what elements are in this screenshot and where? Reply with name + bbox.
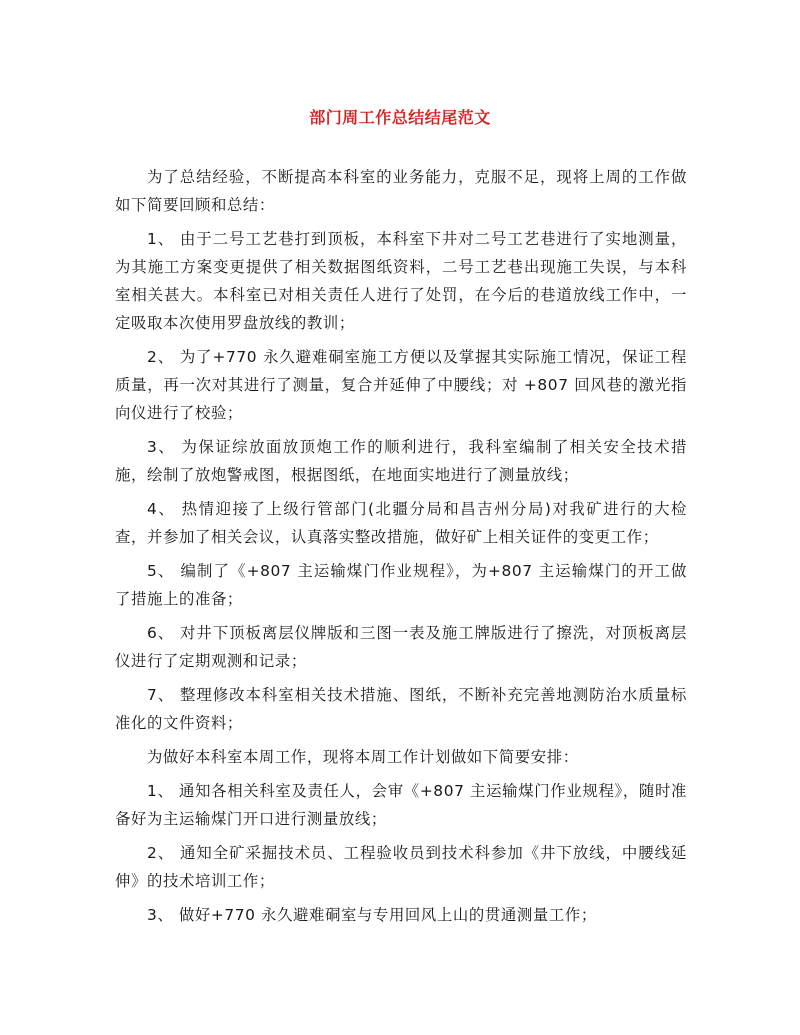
document-title: 部门周工作总结结尾范文: [309, 108, 491, 127]
paragraph-intro: 为了总结经验，不断提高本科室的业务能力，克服不足，现将上周的工作做如下简要回顾和总结：: [115, 168, 687, 214]
paragraph-item-7: 7、 整理修改本科室相关技术措施、图纸，不断补充完善地测防治水质量标准化的文件资料；: [115, 686, 687, 732]
paragraph-plan-2: 2、 通知全矿采掘技术员、工程验收员到技术科参加《井下放线，中腰线延伸》的技术培训工作；: [115, 844, 687, 890]
paragraph-item-6: 6、 对井下顶板离层仪牌版和三图一表及施工牌版进行了擦洗，对顶板离层仪进行了定期观测和记录；: [115, 624, 687, 670]
paragraph-item-5: 5、 编制了《+807 主运输煤门作业规程》，为+807 主运输煤门的开工做了措施上的准备；: [115, 562, 687, 608]
paragraph-plan-intro: 为做好本科室本周工作，现将本周工作计划做如下简要安排：: [147, 748, 579, 766]
paragraph-plan-3: 3、 做好+770 永久避难硐室与专用回风上山的贯通测量工作；: [147, 906, 597, 924]
document-body: [115, 163, 687, 935]
paragraph-plan-1: 1、 通知各相关科室及责任人，会审《+807 主运输煤门作业规程》，随时准备好为主运输煤门开口进行测量放线；: [115, 782, 687, 828]
paragraph-item-2: 2、 为了+770 永久避难硐室施工方便以及掌握其实际施工情况，保证工程质量，再一次对其进行了测量，复合并延伸了中腰线；对 +807 回风巷的激光指向仪进行了校验；: [115, 348, 687, 422]
paragraph-item-3: 3、 为保证综放面放顶炮工作的顺利进行，我科室编制了相关安全技术措施，绘制了放炮警戒图，根据图纸，在地面实地进行了测量放线；: [115, 438, 687, 484]
paragraph-item-1: 1、 由于二号工艺巷打到顶板，本科室下井对二号工艺巷进行了实地测量，为其施工方案变更提供了相关数据图纸资料，二号工艺巷出现施工失误，与本科室相关甚大。本科室已对相关责任人进行了处罚，在今后的巷道放线工作中，一定吸取本次使用罗盘放线的教训；: [115, 230, 687, 332]
paragraph-item-4: 4、 热情迎接了上级行管部门(北疆分局和昌吉州分局)对我矿进行的大检查，并参加了相关会议，认真落实整改措施，做好矿上相关证件的变更工作；: [115, 500, 687, 546]
